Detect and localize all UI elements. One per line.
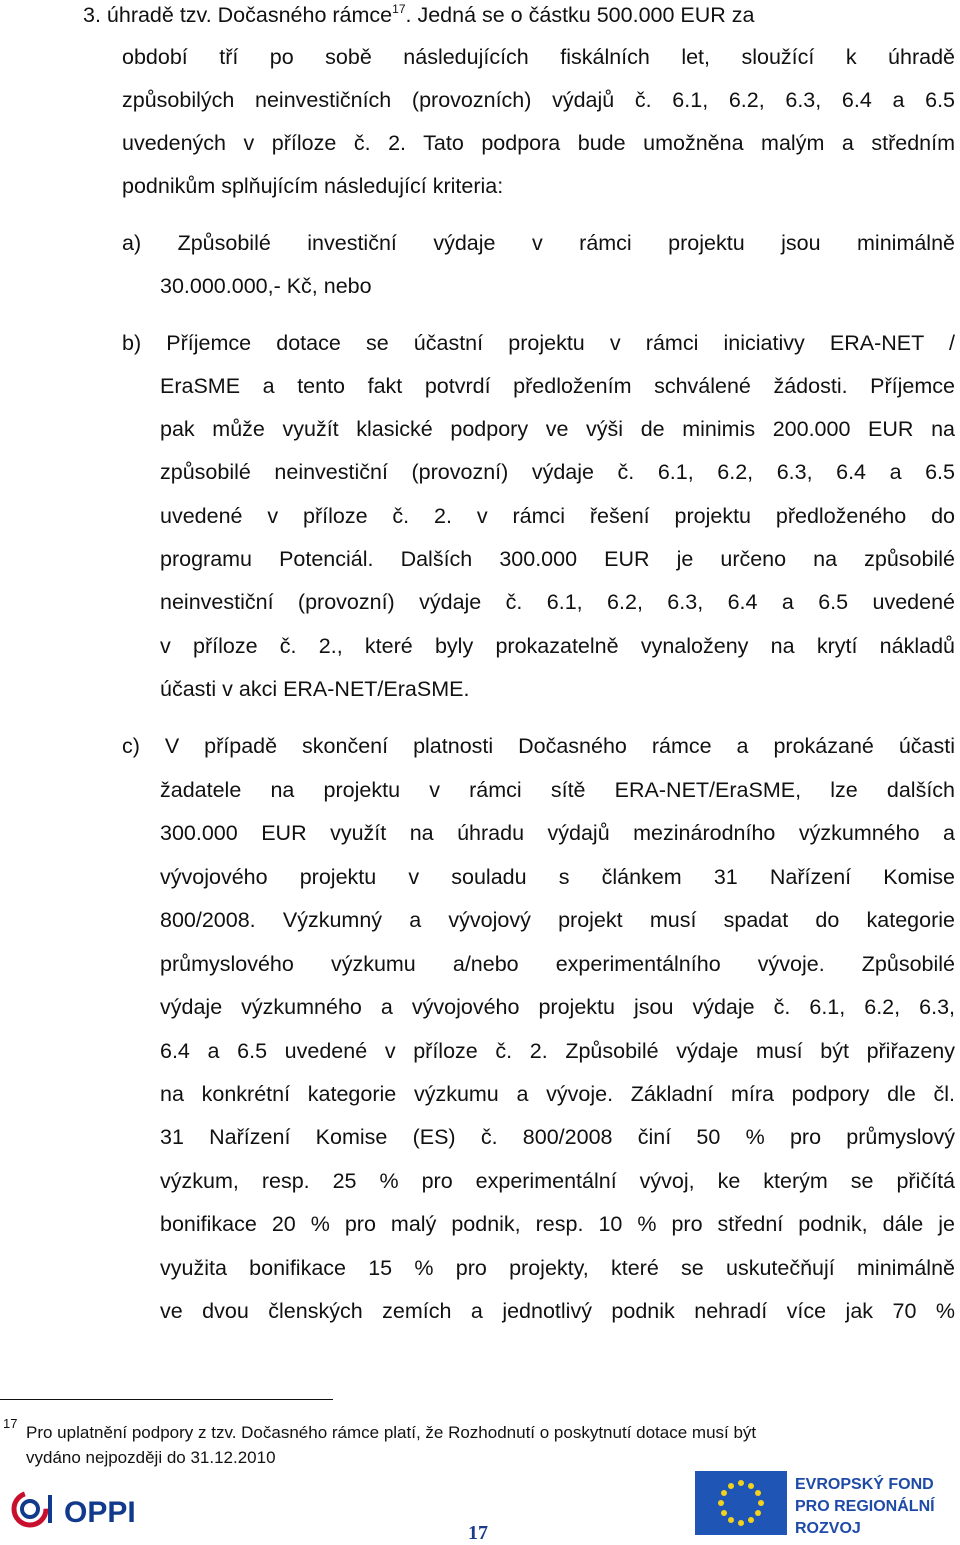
item-c-line-1: c) V případě skončení platnosti Dočasného rámce a prokázané účasti	[122, 734, 955, 758]
item-c-line-8: 6.4 a 6.5 uvedené v příloze č. 2. Způsobilé výdaje musí být přiřazeny	[160, 1039, 955, 1063]
item-c-line-12: bonifikace 20 % pro malý podnik, resp. 10 % pro střední podnik, dále je	[160, 1212, 955, 1236]
eu-logo-line-3: ROZVOJ	[795, 1520, 861, 1537]
item-b-line-8: v příloze č. 2., které byly prokazatelně vynaloženy na krytí nákladů	[160, 634, 955, 658]
oppi-logo	[10, 1485, 170, 1533]
line-text: . Jedná se o částku 500.000 EUR za	[405, 3, 755, 27]
item-b-line-9: účasti v akci ERA-NET/EraSME.	[160, 677, 470, 701]
page-number: 17	[468, 1522, 488, 1544]
item-c-line-7: výdaje výzkumného a vývojového projektu jsou výdaje č. 6.1, 6.2, 6.3,	[160, 995, 955, 1019]
paragraph-3-line-3: způsobilých neinvestičních (provozních) výdajů č. 6.1, 6.2, 6.3, 6.4 a 6.5	[122, 88, 955, 112]
eu-logo-line-1: EVROPSKÝ FOND	[795, 1476, 934, 1493]
item-b-line-1: b) Příjemce dotace se účastní projektu v rámci iniciativy ERA-NET /	[122, 331, 955, 355]
item-b-line-5: uvedené v příloze č. 2. v rámci řešení projektu předloženého do	[160, 504, 955, 528]
oppi-logo-text: OPPI	[64, 1496, 136, 1529]
item-c-line-13: využita bonifikace 15 % pro projekty, které se uskutečňují minimálně	[160, 1256, 955, 1280]
eu-fund-logo	[695, 1467, 957, 1539]
footnote-line-1: Pro uplatnění podpory z tzv. Dočasného rámce platí, že Rozhodnutí o poskytnutí dotace musí být	[26, 1423, 757, 1442]
footnote-separator	[0, 1399, 333, 1400]
footnote-line-2: vydáno nejpozději do 31.12.2010	[26, 1448, 276, 1467]
item-c-line-9: na konkrétní kategorie výzkumu a vývoje. Základní míra podpory dle čl.	[160, 1082, 955, 1106]
item-c-line-5: 800/2008. Výzkumný a vývojový projekt musí spadat do kategorie	[160, 908, 955, 932]
line-text: 3. úhradě tzv. Dočasného rámce	[83, 3, 393, 27]
eu-logo-line-2: PRO REGIONÁLNÍ	[795, 1498, 935, 1515]
item-a-line-1: a) Způsobilé investiční výdaje v rámci projektu jsou minimálně	[122, 231, 955, 255]
paragraph-3-line-4: uvedených v příloze č. 2. Tato podpora bude umožněna malým a středním	[122, 131, 955, 155]
item-b-line-3: pak může využít klasické podpory ve výši de minimis 200.000 EUR na	[160, 417, 955, 441]
item-c-line-2: žadatele na projektu v rámci sítě ERA-NET/EraSME, lze dalších	[160, 778, 955, 802]
footnote-reference[interactable]: 17	[392, 2, 406, 16]
paragraph-3-line-2: období tří po sobě následujících fiskálních let, sloužící k úhradě	[122, 45, 955, 69]
item-b-line-6: programu Potenciál. Dalších 300.000 EUR je určeno na způsobilé	[160, 547, 955, 571]
item-b-line-7: neinvestiční (provozní) výdaje č. 6.1, 6.2, 6.3, 6.4 a 6.5 uvedené	[160, 590, 955, 614]
item-c-line-11: výzkum, resp. 25 % pro experimentální vývoj, ke kterým se přičítá	[160, 1169, 955, 1193]
paragraph-3-line-1	[83, 2, 955, 27]
item-c-line-4: vývojového projektu v souladu s článkem 31 Nařízení Komise	[160, 865, 955, 889]
item-c-line-10: 31 Nařízení Komise (ES) č. 800/2008 činí 50 % pro průmyslový	[160, 1125, 955, 1149]
item-c-line-6: průmyslového výzkumu a/nebo experimentálního vývoje. Způsobilé	[160, 952, 955, 976]
item-b-line-4: způsobilé neinvestiční (provozní) výdaje č. 6.1, 6.2, 6.3, 6.4 a 6.5	[160, 460, 955, 484]
footnote-number: 17	[3, 1416, 18, 1431]
paragraph-3-line-5: podnikům splňujícím následující kriteria:	[122, 174, 504, 198]
item-c-line-14: ve dvou členských zemích a jednotlivý podnik nehradí více jak 70 %	[160, 1299, 955, 1323]
item-a-line-2: 30.000.000,- Kč, nebo	[160, 274, 372, 298]
item-c-line-3: 300.000 EUR využít na úhradu výdajů mezinárodního výzkumného a	[160, 821, 955, 845]
item-b-line-2: EraSME a tento fakt potvrdí předložením schválené žádosti. Příjemce	[160, 374, 955, 398]
